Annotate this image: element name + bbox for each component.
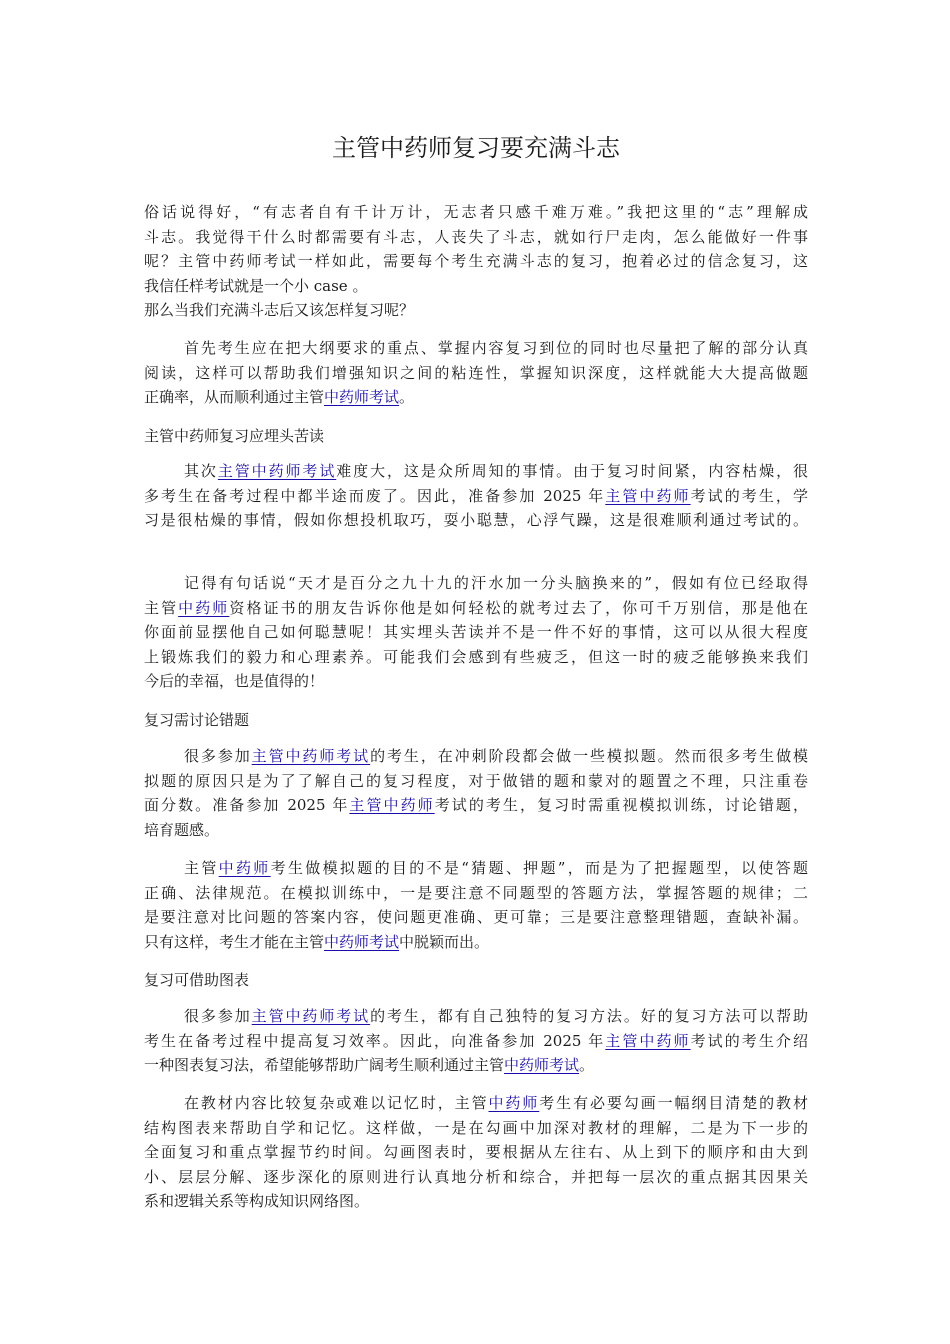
link-zhongyaoshi[interactable]: 中药师	[488, 1094, 540, 1112]
p7-line-2: 结构图表来帮助自学和记忆。这样做，一是在勾画中加深对教材的理解，二是为下一步的	[144, 1118, 808, 1137]
link-zhuguan-zhongyaoshi[interactable]: 主管中药师	[605, 486, 691, 505]
p5-text-d: 中脱颖而出。	[399, 932, 490, 951]
p5-line-1	[144, 856, 808, 881]
paragraph-4	[144, 744, 808, 842]
p2-text-b: 难度大，这是众所周知的事情。由于复习时间紧，内容枯燥，很	[336, 462, 808, 480]
p3-text: 主管	[144, 598, 179, 617]
p6-text-f: 。	[579, 1056, 595, 1074]
p6-text: 很多参加	[184, 1007, 252, 1025]
p2-text-c: 多考生在备考过程中都半途而废了。因此，准备参加 2025 年	[144, 486, 606, 505]
p5-line-4	[144, 930, 808, 955]
p4-line-1	[144, 744, 808, 769]
p6-line-2	[144, 1029, 808, 1054]
link-zhuguan-zhongyaoshi-kaoshi[interactable]: 主管中药师考试	[217, 462, 337, 480]
p7-text-b: 考生有必要勾画一幅纲目清楚的教材	[539, 1094, 808, 1112]
p6-line-3	[144, 1053, 808, 1078]
intro-line-2: 斗志。我觉得干什么时都需要有斗志，人丧失了斗志，就如行尸走肉，怎么能做好一件事	[144, 227, 808, 246]
paragraph-6	[144, 1004, 808, 1078]
p2-line-1	[144, 459, 808, 484]
link-zhuguan-zhongyaoshi-kaoshi[interactable]: 主管中药师考试	[251, 1007, 371, 1025]
p4-text-d: 考试的考生，复习时需重视模拟训练，讨论错题，	[434, 796, 808, 814]
p3-text-b: 资格证书的朋友告诉你他是如何轻松的就考过去了，你可千万别信，那是他在	[229, 598, 808, 617]
p6-text-d: 考试的考生介绍	[690, 1031, 808, 1050]
link-zhuguan-zhongyaoshi[interactable]: 主管中药师	[349, 796, 435, 814]
p2-line-3: 习是很枯燥的事情，假如你想投机取巧，耍小聪慧，心浮气躁，这是很难顺利通过考试的。	[144, 511, 808, 529]
p3-line-4: 上锻炼我们的毅力和心理素养。可能我们会感到有些疲乏，但这一时的疲乏能够换来我们	[144, 647, 808, 666]
p6-text-e: 一种图表复习法，希望能够帮助广阔考生顺利通过主管	[144, 1056, 505, 1074]
p1-line-1: 首先考生应在把大纲要求的重点、掌握内容复习到位的同时也尽量把了解的部分认真	[184, 339, 808, 357]
p7-line-5: 系和逻辑关系等构成知识网络图。	[144, 1192, 370, 1210]
p5-text: 主管	[184, 859, 219, 877]
p4-text: 很多参加	[184, 747, 252, 765]
paragraph-7	[144, 1091, 808, 1214]
p5-text-c: 只有这样，考生才能在主管	[144, 932, 325, 951]
p6-text-c: 考生在备考过程中提高复习效率。因此，向准备参加 2025 年	[144, 1031, 606, 1050]
p2-line-2	[144, 484, 808, 509]
p3-line-2	[144, 596, 808, 621]
p3-line-5: 今后的幸福，也是值得的！	[144, 672, 325, 690]
link-zhongyaoshi-kaoshi[interactable]: 中药师考试	[324, 932, 400, 951]
p1-text: 正确率，从而顺利通过主管	[144, 388, 325, 406]
p3-line-1: 记得有句话说“天才是百分之九十九的汗水加一分头脑换来的”，假如有位已经取得	[184, 574, 808, 592]
p6-line-1	[144, 1004, 808, 1029]
p6-text-b: 的考生，都有自己独特的复习方法。好的复习方法可以帮助	[370, 1007, 808, 1025]
p5-text-b: 考生做模拟题的目的不是“猜题、押题”，而是为了把握题型，以使答题	[270, 859, 808, 877]
link-zhongyaoshi[interactable]: 中药师	[178, 598, 230, 617]
p7-text: 在教材内容比较复杂或难以记忆时，主管	[184, 1094, 489, 1112]
p2-text-d: 考试的考生，学	[690, 486, 808, 505]
p4-text-c: 面分数。准备参加 2025 年	[144, 796, 350, 814]
section-heading-1: 主管中药师复习应埋头苦读	[144, 427, 325, 445]
link-zhuguan-zhongyaoshi[interactable]: 主管中药师	[605, 1031, 691, 1050]
intro-paragraph	[144, 200, 808, 323]
intro-line-3: 呢？主管中药师考试一样如此，需要每个考生充满斗志的复习，抱着必过的信念复习，这	[144, 252, 808, 270]
p4-text-b: 的考生，在冲刺阶段都会做一些模拟题。然而很多考生做模	[370, 747, 808, 765]
p1-line-3	[144, 385, 808, 410]
p3-line-3: 你面前显摆他自己如何聪慧呢！其实埋头苦读并不是一件不好的事情，这可以从很大程度	[144, 623, 808, 641]
section-heading-2: 复习需讨论错题	[144, 711, 250, 729]
intro-line-1: 俗话说得好，“有志者自有千计万计，无志者只感千难万难。”我把这里的“志”理解成	[144, 203, 808, 221]
link-zhongyaoshi-kaoshi[interactable]: 中药师考试	[504, 1056, 580, 1074]
p1-text-end: 。	[399, 388, 415, 406]
intro-line-4: 我信任样考试就是一个小 case 。	[144, 276, 368, 295]
p1-line-2: 阅读，这样可以帮助我们增强知识之间的粘连性，掌握知识深度，这样就能大大提高做题	[144, 363, 808, 382]
paragraph-1	[144, 336, 808, 410]
p2-text: 其次	[184, 462, 218, 480]
intro-question: 那么当我们充满斗志后又该怎样复习呢？	[144, 301, 415, 319]
link-zhuguan-zhongyaoshi-kaoshi[interactable]: 主管中药师考试	[251, 747, 371, 765]
p4-line-2: 拟题的原因只是为了了解自己的复习程度，对于做错的题和蒙对的题置之不理，只注重卷	[144, 771, 808, 790]
p5-line-2: 正确、法律规范。在模拟训练中，一是要注意不同题型的答题方法，掌握答题的规律；二	[144, 883, 808, 902]
p4-line-3	[144, 793, 808, 818]
paragraph-2	[144, 459, 808, 533]
paragraph-5	[144, 856, 808, 954]
paragraph-3	[144, 571, 808, 694]
p7-line-3: 全面复习和重点掌握节约时间。勾画图表时，要根据从左往右、从上到下的顺序和由大到	[144, 1143, 808, 1161]
section-heading-3: 复习可借助图表	[144, 971, 250, 989]
p7-line-1	[144, 1091, 808, 1116]
p5-line-3: 是要注意对比问题的答案内容，使问题更准确、更可靠；三是要注意整理错题，查缺补漏。	[144, 908, 808, 926]
p7-line-4: 小、层层分解、逐步深化的原则进行认真地分析和综合，并把每一层次的重点据其因果关	[144, 1167, 808, 1186]
p4-line-4: 培育题感。	[144, 820, 220, 839]
page-title: 主管中药师复习要充满斗志	[332, 134, 620, 162]
link-zhongyaoshi[interactable]: 中药师	[218, 859, 271, 877]
link-zhongyaoshi-kaoshi[interactable]: 中药师考试	[324, 388, 400, 406]
